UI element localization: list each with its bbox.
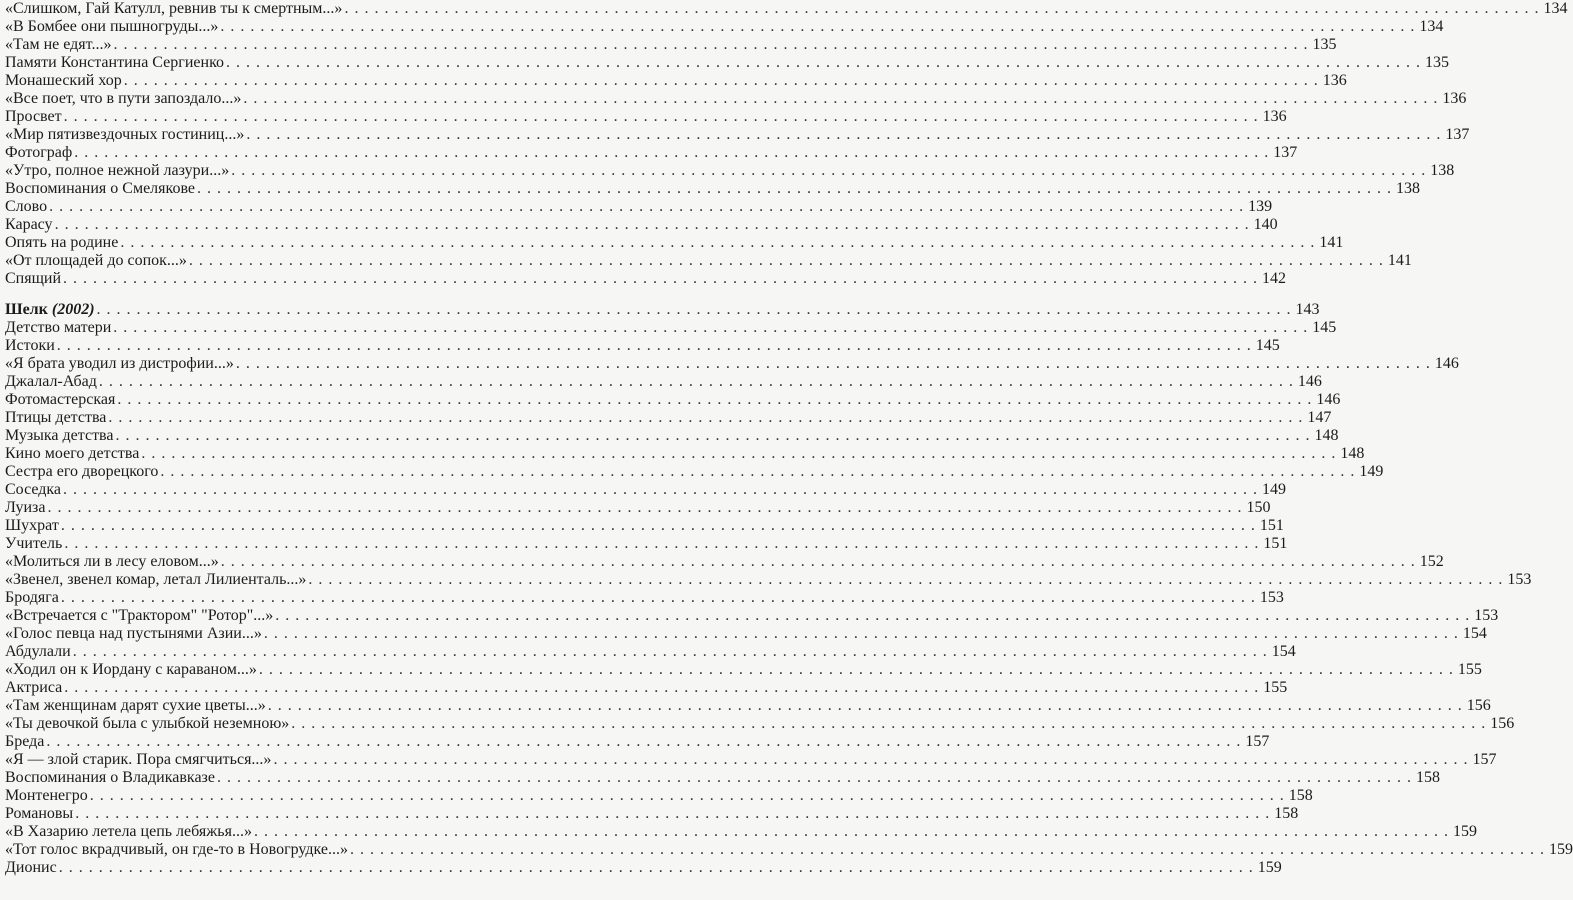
entry-title: Опять на родине <box>5 234 119 251</box>
leader-dots: . . . . . . . . . . . . . . . . . . . . . . . . . . . . . . . . . . . . . . . . . . . . . . . . . . . . . . . . . . . . . . . . . . . . . . . . . . . . . . . . . . . . . . . . . . . . . . . . . . . . . . . . . . . . . . . . . . . . . . . . <box>220 553 1416 570</box>
entry-title: «Встречается с "Трактором" "Ротор"...» <box>5 607 274 624</box>
toc-entry-row <box>5 409 1332 427</box>
entry-title: Соседка <box>5 481 62 498</box>
leader-dots: . . . . . . . . . . . . . . . . . . . . . . . . . . . . . . . . . . . . . . . . . . . . . . . . . . . . . . . . . . . . . . . . . . . . . . . . . . . . . . . . . . . . . . . . . . . . . . . . . . . . . . . . . . . . . . . . . . . . . . . . <box>56 337 1252 354</box>
section-heading-year: (2002) <box>51 301 95 318</box>
leader-dots: . . . . . . . . . . . . . . . . . . . . . . . . . . . . . . . . . . . . . . . . . . . . . . . . . . . . . . . . . . . . . . . . . . . . . . . . . . . . . . . . . . . . . . . . . . . . . . . . . . . . . . . . . . . . . . . . . . . . . . . . <box>350 841 1546 858</box>
entry-page-number: 153 <box>1474 607 1499 624</box>
leader-dots: . . . . . . . . . . . . . . . . . . . . . . . . . . . . . . . . . . . . . . . . . . . . . . . . . . . . . . . . . . . . . . . . . . . . . . . . . . . . . . . . . . . . . . . . . . . . . . . . . . . . . . . . . . . . . . . . . . . . . . . . <box>75 805 1271 822</box>
section-heading-page: 143 <box>1295 301 1320 318</box>
entry-title: «Молиться ли в лесу еловом...» <box>5 553 219 570</box>
leader-dots: . . . . . . . . . . . . . . . . . . . . . . . . . . . . . . . . . . . . . . . . . . . . . . . . . . . . . . . . . . . . . . . . . . . . . . . . . . . . . . . . . . . . . . . . . . . . . . . . . . . . . . . . . . . . . . . . . . . . . . . . <box>258 661 1454 678</box>
entry-page-number: 157 <box>1472 751 1497 768</box>
entry-page-number: 141 <box>1387 252 1412 269</box>
entry-page-number: 158 <box>1415 769 1440 786</box>
toc-entry-row <box>5 355 1459 373</box>
toc-entry-row <box>5 805 1299 823</box>
toc-entry-row <box>5 252 1412 270</box>
entry-title: «Утро, полное нежной лазури...» <box>5 162 230 179</box>
table-of-contents <box>5 0 1573 877</box>
leader-dots: . . . . . . . . . . . . . . . . . . . . . . . . . . . . . . . . . . . . . . . . . . . . . . . . . . . . . . . . . . . . . . . . . . . . . . . . . . . . . . . . . . . . . . . . . . . . . . . . . . . . . . . . . . . . . . . . . . . . . . . . <box>54 216 1250 233</box>
entry-page-number: 134 <box>1419 18 1444 35</box>
toc-entry-row <box>5 607 1499 625</box>
entry-title: Бреда <box>5 733 45 750</box>
entry-title: Спящий <box>5 270 62 287</box>
entry-title: Истоки <box>5 337 55 354</box>
entry-page-number: 149 <box>1359 463 1384 480</box>
leader-dots: . . . . . . . . . . . . . . . . . . . . . . . . . . . . . . . . . . . . . . . . . . . . . . . . . . . . . . . . . . . . . . . . . . . . . . . . . . . . . . . . . . . . . . . . . . . . . . . . . . . . . . . . . . . . . . . . . . . . . . . . <box>120 234 1316 251</box>
entry-page-number: 155 <box>1457 661 1482 678</box>
leader-dots: . . . . . . . . . . . . . . . . . . . . . . . . . . . . . . . . . . . . . . . . . . . . . . . . . . . . . . . . . . . . . . . . . . . . . . . . . . . . . . . . . . . . . . . . . . . . . . . . . . . . . . . . . . . . . . . . . . . . . . . . <box>226 54 1422 71</box>
toc-entry-row <box>5 751 1497 769</box>
toc-entry-row <box>5 517 1284 535</box>
entry-page-number: 136 <box>1322 72 1347 89</box>
leader-dots: . . . . . . . . . . . . . . . . . . . . . . . . . . . . . . . . . . . . . . . . . . . . . . . . . . . . . . . . . . . . . . . . . . . . . . . . . . . . . . . . . . . . . . . . . . . . . . . . . . . . . . . . . . . . . . . . . . . . . . . . <box>115 427 1311 444</box>
entry-title: «Я — злой старик. Пора смягчиться...» <box>5 751 272 768</box>
toc-entry-row <box>5 391 1341 409</box>
entry-page-number: 153 <box>1507 571 1532 588</box>
entry-title: Детство матери <box>5 319 112 336</box>
entry-page-number: 146 <box>1297 373 1322 390</box>
toc-entry-row <box>5 841 1573 859</box>
toc-entry-row <box>5 234 1344 252</box>
entry-title: «Там женщинам дарят сухие цветы...» <box>5 697 266 714</box>
toc-entry-row <box>5 216 1278 234</box>
entry-page-number: 137 <box>1273 144 1298 161</box>
entry-page-number: 138 <box>1430 162 1455 179</box>
entry-title: Памяти Константина Сергиенко <box>5 54 225 71</box>
leader-dots: . . . . . . . . . . . . . . . . . . . . . . . . . . . . . . . . . . . . . . . . . . . . . . . . . . . . . . . . . . . . . . . . . . . . . . . . . . . . . . . . . . . . . . . . . . . . . . . . . . . . . . . . . . . . . . . . . . . . . . . . <box>263 625 1459 642</box>
toc-entry-row <box>5 661 1482 679</box>
entry-title: Луиза <box>5 499 46 516</box>
entry-title: Романовы <box>5 805 74 822</box>
entry-title: Монашеский хор <box>5 72 122 89</box>
entry-page-number: 155 <box>1263 679 1288 696</box>
entry-title: Музыка детства <box>5 427 114 444</box>
entry-page-number: 145 <box>1255 337 1280 354</box>
toc-entry-row <box>5 319 1337 337</box>
entry-title: «От площадей до сопок...» <box>5 252 187 269</box>
entry-page-number: 148 <box>1314 427 1339 444</box>
leader-dots: . . . . . . . . . . . . . . . . . . . . . . . . . . . . . . . . . . . . . . . . . . . . . . . . . . . . . . . . . . . . . . . . . . . . . . . . . . . . . . . . . . . . . . . . . . . . . . . . . . . . . . . . . . . . . . . . . . . . . . . . <box>243 90 1439 107</box>
entry-page-number: 140 <box>1253 216 1278 233</box>
leader-dots: . . . . . . . . . . . . . . . . . . . . . . . . . . . . . . . . . . . . . . . . . . . . . . . . . . . . . . . . . . . . . . . . . . . . . . . . . . . . . . . . . . . . . . . . . . . . . . . . . . . . . . . . . . . . . . . . . . . . . . . . <box>64 535 1260 552</box>
toc-entry-row <box>5 427 1339 445</box>
section-two-list <box>5 319 1573 877</box>
entry-title: Воспоминания о Владикавказе <box>5 769 215 786</box>
leader-dots: . . . . . . . . . . . . . . . . . . . . . . . . . . . . . . . . . . . . . . . . . . . . . . . . . . . . . . . . . . . . . . . . . . . . . . . . . . . . . . . . . . . . . . . . . . . . . . . . . . . . . . . . . . . . . . . . . . . . . . . . <box>64 679 1260 696</box>
toc-entry-row <box>5 270 1287 288</box>
leader-dots: . . . . . . . . . . . . . . . . . . . . . . . . . . . . . . . . . . . . . . . . . . . . . . . . . . . . . . . . . . . . . . . . . . . . . . . . . . . . . . . . . . . . . . . . . . . . . . . . . . . . . . . . . . . . . . . . . . . . . . . . <box>160 463 1356 480</box>
toc-entry-row <box>5 337 1280 355</box>
entry-page-number: 134 <box>1543 0 1568 17</box>
section-heading-name: Шелк <box>5 301 48 318</box>
entry-title: Шухрат <box>5 517 59 534</box>
section-heading-row <box>5 301 1320 319</box>
entry-page-number: 145 <box>1312 319 1337 336</box>
entry-title: Просвет <box>5 108 62 125</box>
entry-title: Фотомастерская <box>5 391 116 408</box>
leader-dots: . . . . . . . . . . . . . . . . . . . . . . . . . . . . . . . . . . . . . . . . . . . . . . . . . . . . . . . . . . . . . . . . . . . . . . . . . . . . . . . . . . . . . . . . . . . . . . . . . . . . . . . . . . . . . . . . . . . . . . . . <box>267 697 1463 714</box>
toc-entry-row <box>5 445 1365 463</box>
entry-page-number: 154 <box>1271 643 1296 660</box>
toc-entry-row <box>5 180 1421 198</box>
entry-page-number: 159 <box>1549 841 1573 858</box>
entry-title: Кино моего детства <box>5 445 140 462</box>
entry-page-number: 136 <box>1262 108 1287 125</box>
leader-dots: . . . . . . . . . . . . . . . . . . . . . . . . . . . . . . . . . . . . . . . . . . . . . . . . . . . . . . . . . . . . . . . . . . . . . . . . . . . . . . . . . . . . . . . . . . . . . . . . . . . . . . . . . . . . . . . . . . . . . . . . <box>253 823 1449 840</box>
entry-page-number: 135 <box>1425 54 1450 71</box>
leader-dots: . . . . . . . . . . . . . . . . . . . . . . . . . . . . . . . . . . . . . . . . . . . . . . . . . . . . . . . . . . . . . . . . . . . . . . . . . . . . . . . . . . . . . . . . . . . . . . . . . . . . . . . . . . . . . . . . . . . . . . . . <box>47 499 1243 516</box>
entry-title: «Ты девочкой была с улыбкой неземною» <box>5 715 290 732</box>
entry-page-number: 159 <box>1452 823 1477 840</box>
entry-page-number: 156 <box>1466 697 1491 714</box>
entry-page-number: 136 <box>1442 90 1467 107</box>
entry-page-number: 147 <box>1307 409 1332 426</box>
section-one-list <box>5 0 1568 288</box>
entry-title: «В Хазарию летела цепь лебяжья...» <box>5 823 252 840</box>
leader-dots: . . . . . . . . . . . . . . . . . . . . . . . . . . . . . . . . . . . . . . . . . . . . . . . . . . . . . . . . . . . . . . . . . . . . . . . . . . . . . . . . . . . . . . . . . . . . . . . . . . . . . . . . . . . . . . . . . . . . . . . . <box>113 36 1309 53</box>
entry-page-number: 139 <box>1248 198 1273 215</box>
toc-entry-row <box>5 463 1384 481</box>
entry-page-number: 138 <box>1396 180 1421 197</box>
leader-dots: . . . . . . . . . . . . . . . . . . . . . . . . . . . . . . . . . . . . . . . . . . . . . . . . . . . . . . . . . . . . . . . . . . . . . . . . . . . . . . . . . . . . . . . . . . . . . . . . . . . . . . . . . . . . . . . . . . . . . . . . <box>63 270 1259 287</box>
toc-entry-row <box>5 162 1455 180</box>
entry-title: Воспоминания о Смелякове <box>5 180 196 197</box>
entry-title: Карасу <box>5 216 53 233</box>
toc-entry-row <box>5 571 1532 589</box>
entry-page-number: 159 <box>1257 859 1282 876</box>
leader-dots: . . . . . . . . . . . . . . . . . . . . . . . . . . . . . . . . . . . . . . . . . . . . . . . . . . . . . . . . . . . . . . . . . . . . . . . . . . . . . . . . . . . . . . . . . . . . . . . . . . . . . . . . . . . . . . . . . . . . . . . . <box>98 373 1294 390</box>
entry-title: Бродяга <box>5 589 59 606</box>
toc-entry-row <box>5 697 1491 715</box>
entry-title: Монтенегро <box>5 787 88 804</box>
toc-entry-row <box>5 589 1284 607</box>
entry-title: Учитель <box>5 535 63 552</box>
entry-title: «Все поет, что в пути запоздало...» <box>5 90 242 107</box>
toc-entry-row <box>5 18 1444 36</box>
leader-dots: . . . . . . . . . . . . . . . . . . . . . . . . . . . . . . . . . . . . . . . . . . . . . . . . . . . . . . . . . . . . . . . . . . . . . . . . . . . . . . . . . . . . . . . . . . . . . . . . . . . . . . . . . . . . . . . . . . . . . . . . <box>60 589 1256 606</box>
toc-entry-row <box>5 108 1287 126</box>
entry-page-number: 154 <box>1462 625 1487 642</box>
toc-entry-row <box>5 553 1444 571</box>
section-heading-title <box>5 301 95 319</box>
toc-entry-row <box>5 0 1568 18</box>
entry-title: Абдулали <box>5 643 71 660</box>
leader-dots: . . . . . . . . . . . . . . . . . . . . . . . . . . . . . . . . . . . . . . . . . . . . . . . . . . . . . . . . . . . . . . . . . . . . . . . . . . . . . . . . . . . . . . . . . . . . . . . . . . . . . . . . . . . . . . . . . . . . . . . . <box>117 391 1313 408</box>
leader-dots: . . . . . . . . . . . . . . . . . . . . . . . . . . . . . . . . . . . . . . . . . . . . . . . . . . . . . . . . . . . . . . . . . . . . . . . . . . . . . . . . . . . . . . . . . . . . . . . . . . . . . . . . . . . . . . . . . . . . . . . . <box>141 445 1337 462</box>
leader-dots: . . . . . . . . . . . . . . . . . . . . . . . . . . . . . . . . . . . . . . . . . . . . . . . . . . . . . . . . . . . . . . . . . . . . . . . . . . . . . . . . . . . . . . . . . . . . . . . . . . . . . . . . . . . . . . . . . . . . . . . . <box>197 180 1393 197</box>
leader-dots: . . . . . . . . . . . . . . . . . . . . . . . . . . . . . . . . . . . . . . . . . . . . . . . . . . . . . . . . . . . . . . . . . . . . . . . . . . . . . . . . . . . . . . . . . . . . . . . . . . . . . . . . . . . . . . . . . . . . . . . . <box>216 769 1412 786</box>
toc-entry-row <box>5 373 1322 391</box>
entry-title: Дионис <box>5 859 57 876</box>
entry-title: Сестра его дворецкого <box>5 463 159 480</box>
entry-title: «Тот голос вкрадчивый, он где-то в Новогрудке...» <box>5 841 349 858</box>
entry-title: «Звенел, звенел комар, летал Лилиенталь...» <box>5 571 307 588</box>
leader-dots: . . . . . . . . . . . . . . . . . . . . . . . . . . . . . . . . . . . . . . . . . . . . . . . . . . . . . . . . . . . . . . . . . . . . . . . . . . . . . . . . . . . . . . . . . . . . . . . . . . . . . . . . . . . . . . . . . . . . . . . . <box>63 481 1259 498</box>
leader-dots: . . . . . . . . . . . . . . . . . . . . . . . . . . . . . . . . . . . . . . . . . . . . . . . . . . . . . . . . . . . . . . . . . . . . . . . . . . . . . . . . . . . . . . . . . . . . . . . . . . . . . . . . . . . . . . . . . . . . . . . . <box>60 517 1256 534</box>
leader-dots: . . . . . . . . . . . . . . . . . . . . . . . . . . . . . . . . . . . . . . . . . . . . . . . . . . . . . . . . . . . . . . . . . . . . . . . . . . . . . . . . . . . . . . . . . . . . . . . . . . . . . . . . . . . . . . . . . . . . . . . . <box>49 198 1245 215</box>
leader-dots: . . . . . . . . . . . . . . . . . . . . . . . . . . . . . . . . . . . . . . . . . . . . . . . . . . . . . . . . . . . . . . . . . . . . . . . . . . . . . . . . . . . . . . . . . . . . . . . . . . . . . . . . . . . . . . . . . . . . . . . . <box>235 355 1431 372</box>
entry-page-number: 153 <box>1259 589 1284 606</box>
entry-page-number: 137 <box>1445 126 1470 143</box>
entry-title: «Ходил он к Иордану с караваном...» <box>5 661 257 678</box>
leader-dots: . . . . . . . . . . . . . . . . . . . . . . . . . . . . . . . . . . . . . . . . . . . . . . . . . . . . . . . . . . . . . . . . . . . . . . . . . . . . . . . . . . . . . . . . . . . . . . . . . . . . . . . . . . . . . . . . . . . . . . . . <box>63 108 1259 125</box>
entry-page-number: 135 <box>1312 36 1337 53</box>
entry-title: Фотограф <box>5 144 73 161</box>
entry-page-number: 148 <box>1340 445 1365 462</box>
entry-title: Актриса <box>5 679 63 696</box>
entry-page-number: 152 <box>1419 553 1444 570</box>
toc-entry-row <box>5 859 1282 877</box>
entry-page-number: 146 <box>1434 355 1459 372</box>
toc-entry-row <box>5 715 1515 733</box>
entry-page-number: 146 <box>1316 391 1341 408</box>
entry-page-number: 149 <box>1262 481 1287 498</box>
leader-dots: . . . . . . . . . . . . . . . . . . . . . . . . . . . . . . . . . . . . . . . . . . . . . . . . . . . . . . . . . . . . . . . . . . . . . . . . . . . . . . . . . . . . . . . . . . . . . . . . . . . . . . . . . . . . . . . . . . . . . . . . <box>246 126 1442 143</box>
toc-entry-row <box>5 72 1347 90</box>
entry-page-number: 156 <box>1490 715 1515 732</box>
entry-title: Джалал-Абад <box>5 373 97 390</box>
entry-title: «В Бомбее они пышногруды...» <box>5 18 219 35</box>
toc-entry-row <box>5 823 1477 841</box>
entry-page-number: 151 <box>1263 535 1288 552</box>
leader-dots: . . . . . . . . . . . . . . . . . . . . . . . . . . . . . . . . . . . . . . . . . . . . . . . . . . . . . . . . . . . . . . . . . . . . . . . . . . . . . . . . . . . . . . . . . . . . . . . . . . . . . . . . . . . . . . . . . . . . . . . . <box>344 0 1540 17</box>
toc-entry-row <box>5 499 1271 517</box>
entry-page-number: 158 <box>1288 787 1313 804</box>
leader-dots: . . . . . . . . . . . . . . . . . . . . . . . . . . . . . . . . . . . . . . . . . . . . . . . . . . . . . . . . . . . . . . . . . . . . . . . . . . . . . . . . . . . . . . . . . . . . . . . . . . . . . . . . . . . . . . . . . . . . . . . . <box>96 301 1292 318</box>
leader-dots: . . . . . . . . . . . . . . . . . . . . . . . . . . . . . . . . . . . . . . . . . . . . . . . . . . . . . . . . . . . . . . . . . . . . . . . . . . . . . . . . . . . . . . . . . . . . . . . . . . . . . . . . . . . . . . . . . . . . . . . . <box>291 715 1487 732</box>
leader-dots: . . . . . . . . . . . . . . . . . . . . . . . . . . . . . . . . . . . . . . . . . . . . . . . . . . . . . . . . . . . . . . . . . . . . . . . . . . . . . . . . . . . . . . . . . . . . . . . . . . . . . . . . . . . . . . . . . . . . . . . . <box>123 72 1319 89</box>
leader-dots: . . . . . . . . . . . . . . . . . . . . . . . . . . . . . . . . . . . . . . . . . . . . . . . . . . . . . . . . . . . . . . . . . . . . . . . . . . . . . . . . . . . . . . . . . . . . . . . . . . . . . . . . . . . . . . . . . . . . . . . . <box>113 319 1309 336</box>
toc-entry-row <box>5 535 1288 553</box>
leader-dots: . . . . . . . . . . . . . . . . . . . . . . . . . . . . . . . . . . . . . . . . . . . . . . . . . . . . . . . . . . . . . . . . . . . . . . . . . . . . . . . . . . . . . . . . . . . . . . . . . . . . . . . . . . . . . . . . . . . . . . . . <box>220 18 1416 35</box>
leader-dots: . . . . . . . . . . . . . . . . . . . . . . . . . . . . . . . . . . . . . . . . . . . . . . . . . . . . . . . . . . . . . . . . . . . . . . . . . . . . . . . . . . . . . . . . . . . . . . . . . . . . . . . . . . . . . . . . . . . . . . . . <box>231 162 1427 179</box>
entry-title: «Слишком, Гай Катулл, ревнив ты к смертным...» <box>5 0 343 17</box>
entry-title: Слово <box>5 198 48 215</box>
leader-dots: . . . . . . . . . . . . . . . . . . . . . . . . . . . . . . . . . . . . . . . . . . . . . . . . . . . . . . . . . . . . . . . . . . . . . . . . . . . . . . . . . . . . . . . . . . . . . . . . . . . . . . . . . . . . . . . . . . . . . . . . <box>74 144 1270 161</box>
toc-entry-row <box>5 733 1270 751</box>
toc-entry-row <box>5 787 1313 805</box>
toc-entry-row <box>5 679 1288 697</box>
leader-dots: . . . . . . . . . . . . . . . . . . . . . . . . . . . . . . . . . . . . . . . . . . . . . . . . . . . . . . . . . . . . . . . . . . . . . . . . . . . . . . . . . . . . . . . . . . . . . . . . . . . . . . . . . . . . . . . . . . . . . . . . <box>108 409 1304 426</box>
toc-entry-row <box>5 481 1287 499</box>
entry-page-number: 141 <box>1319 234 1344 251</box>
entry-page-number: 157 <box>1245 733 1270 750</box>
leader-dots: . . . . . . . . . . . . . . . . . . . . . . . . . . . . . . . . . . . . . . . . . . . . . . . . . . . . . . . . . . . . . . . . . . . . . . . . . . . . . . . . . . . . . . . . . . . . . . . . . . . . . . . . . . . . . . . . . . . . . . . . <box>308 571 1504 588</box>
toc-entry-row <box>5 54 1450 72</box>
entry-title: «Я брата уводил из дистрофии...» <box>5 355 234 372</box>
section-gap <box>5 288 501 301</box>
entry-title: «Мир пятизвездочных гостиниц...» <box>5 126 245 143</box>
toc-entry-row <box>5 126 1470 144</box>
leader-dots: . . . . . . . . . . . . . . . . . . . . . . . . . . . . . . . . . . . . . . . . . . . . . . . . . . . . . . . . . . . . . . . . . . . . . . . . . . . . . . . . . . . . . . . . . . . . . . . . . . . . . . . . . . . . . . . . . . . . . . . . <box>72 643 1268 660</box>
leader-dots: . . . . . . . . . . . . . . . . . . . . . . . . . . . . . . . . . . . . . . . . . . . . . . . . . . . . . . . . . . . . . . . . . . . . . . . . . . . . . . . . . . . . . . . . . . . . . . . . . . . . . . . . . . . . . . . . . . . . . . . . <box>58 859 1254 876</box>
toc-entry-row <box>5 625 1487 643</box>
toc-entry-row <box>5 36 1337 54</box>
leader-dots: . . . . . . . . . . . . . . . . . . . . . . . . . . . . . . . . . . . . . . . . . . . . . . . . . . . . . . . . . . . . . . . . . . . . . . . . . . . . . . . . . . . . . . . . . . . . . . . . . . . . . . . . . . . . . . . . . . . . . . . . <box>188 252 1384 269</box>
entry-title: «Голос певца над пустынями Азии...» <box>5 625 262 642</box>
leader-dots: . . . . . . . . . . . . . . . . . . . . . . . . . . . . . . . . . . . . . . . . . . . . . . . . . . . . . . . . . . . . . . . . . . . . . . . . . . . . . . . . . . . . . . . . . . . . . . . . . . . . . . . . . . . . . . . . . . . . . . . . <box>89 787 1285 804</box>
leader-dots: . . . . . . . . . . . . . . . . . . . . . . . . . . . . . . . . . . . . . . . . . . . . . . . . . . . . . . . . . . . . . . . . . . . . . . . . . . . . . . . . . . . . . . . . . . . . . . . . . . . . . . . . . . . . . . . . . . . . . . . . <box>275 607 1471 624</box>
entry-title: «Там не едят...» <box>5 36 112 53</box>
entry-page-number: 142 <box>1262 270 1287 287</box>
entry-page-number: 158 <box>1274 805 1299 822</box>
entry-page-number: 150 <box>1246 499 1271 516</box>
toc-entry-row <box>5 90 1467 108</box>
toc-entry-row <box>5 144 1298 162</box>
entry-title: Птицы детства <box>5 409 107 426</box>
toc-entry-row <box>5 198 1273 216</box>
toc-entry-row <box>5 769 1440 787</box>
entry-page-number: 151 <box>1259 517 1284 534</box>
leader-dots: . . . . . . . . . . . . . . . . . . . . . . . . . . . . . . . . . . . . . . . . . . . . . . . . . . . . . . . . . . . . . . . . . . . . . . . . . . . . . . . . . . . . . . . . . . . . . . . . . . . . . . . . . . . . . . . . . . . . . . . . <box>46 733 1242 750</box>
toc-entry-row <box>5 643 1296 661</box>
leader-dots: . . . . . . . . . . . . . . . . . . . . . . . . . . . . . . . . . . . . . . . . . . . . . . . . . . . . . . . . . . . . . . . . . . . . . . . . . . . . . . . . . . . . . . . . . . . . . . . . . . . . . . . . . . . . . . . . . . . . . . . . <box>273 751 1469 768</box>
